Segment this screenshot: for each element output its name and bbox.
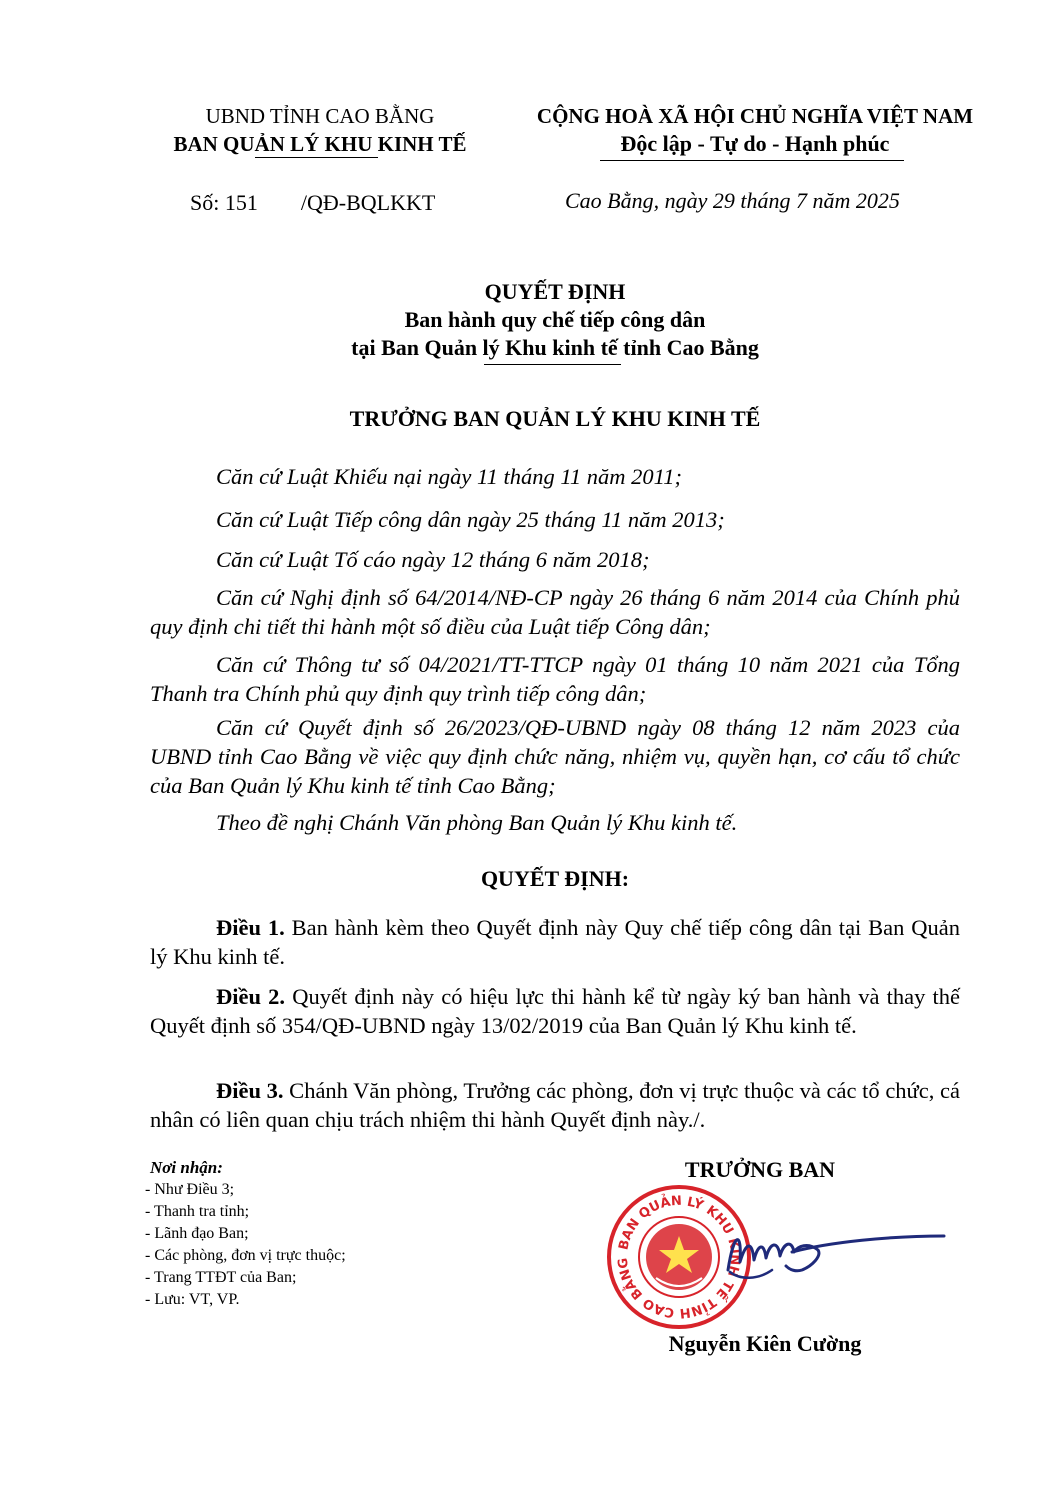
- recipient-item: - Thanh tra tỉnh;: [145, 1203, 250, 1220]
- basis-5: Căn cứ Thông tư số 04/2021/TT-TTCP ngày 01 tháng 10 năm 2021 của Tổng Thanh tra Chính phủ quy định quy trình tiếp công dân;: [150, 652, 960, 706]
- parent-agency: UBND TỈNH CAO BẰNG: [205, 104, 435, 128]
- handwritten-signature: [700, 1212, 960, 1292]
- recipient-item: - Lưu: VT, VP.: [145, 1291, 240, 1308]
- recipient-item: - Lãnh đạo Ban;: [145, 1225, 249, 1242]
- article-2-text: Quyết định này có hiệu lực thi hành kể từ ngày ký ban hành và thay thế Quyết định số 354/QĐ-UBND ngày 13/02/2019 của Ban Quản lý Khu kinh tế.: [150, 984, 961, 1038]
- decide-heading: QUYẾT ĐỊNH:: [480, 866, 630, 891]
- basis-7: Theo đề nghị Chánh Văn phòng Ban Quản lý Khu kinh tế.: [216, 810, 738, 835]
- article-2: [150, 982, 960, 1040]
- national-title: CỘNG HOÀ XÃ HỘI CHỦ NGHĨA VIỆT NAM: [536, 104, 974, 128]
- recipient-item: - Như Điều 3;: [145, 1181, 235, 1198]
- article-3-label: Điều 3.: [216, 1078, 284, 1103]
- place-date: Cao Bằng, ngày 29 tháng 7 năm 2025: [565, 188, 900, 213]
- decision-subtitle-1: Ban hành quy chế tiếp công dân: [404, 307, 706, 332]
- basis-1: Căn cứ Luật Khiếu nại ngày 11 tháng 11 năm 2011;: [216, 464, 682, 489]
- basis-4: Căn cứ Nghị định số 64/2014/NĐ-CP ngày 26 tháng 6 năm 2014 của Chính phủ quy định chi tiết thi hành một số điều của Luật tiếp Công dân;: [150, 585, 960, 639]
- doc-number-prefix: Số: 151: [190, 190, 258, 215]
- basis-3: Căn cứ Luật Tố cáo ngày 12 tháng 6 năm 2018;: [216, 547, 650, 572]
- decision-subtitle-2: tại Ban Quản lý Khu kinh tế tỉnh Cao Bằng: [351, 335, 759, 360]
- recipient-item: - Các phòng, đơn vị trực thuộc;: [145, 1247, 346, 1264]
- article-2-label: Điều 2.: [216, 984, 286, 1009]
- signer-name: Nguyễn Kiên Cường: [668, 1331, 862, 1356]
- issuing-agency: BAN QUẢN LÝ KHU KINH TẾ: [173, 132, 467, 156]
- recipients-heading: Nơi nhận:: [150, 1158, 223, 1177]
- article-3: [150, 1076, 960, 1134]
- agency-block: [140, 102, 500, 158]
- seal-text: BAN QUẢN LÝ KHU KINH TẾ TỈNH CAO BẰNG: [615, 1193, 743, 1321]
- recipients-block: [145, 1157, 346, 1311]
- title-block: [150, 278, 960, 362]
- title-underline: [484, 364, 621, 365]
- national-motto: Độc lập - Tự do - Hạnh phúc: [620, 131, 890, 156]
- article-1-label: Điều 1.: [216, 915, 285, 940]
- authority-heading: TRƯỞNG BAN QUẢN LÝ KHU KINH TẾ: [349, 406, 761, 431]
- signer-title: TRƯỞNG BAN: [684, 1157, 836, 1182]
- agency-underline: [255, 157, 378, 158]
- article-1-text: Ban hành kèm theo Quyết định này Quy chế tiếp công dân tại Ban Quản lý Khu kinh tế.: [150, 915, 961, 969]
- motto-underline: [600, 160, 904, 161]
- doc-number-suffix: /QĐ-BQLKKT: [300, 190, 436, 215]
- basis-2: Căn cứ Luật Tiếp công dân ngày 25 tháng 11 năm 2013;: [216, 507, 725, 532]
- recipient-item: - Trang TTĐT của Ban;: [145, 1269, 297, 1286]
- article-3-text: Chánh Văn phòng, Trưởng các phòng, đơn vị trực thuộc và các tổ chức, cá nhân có liên quan chịu trách nhiệm thi hành Quyết định này./.: [150, 1078, 960, 1132]
- doc-number: [190, 190, 435, 216]
- basis-6: Căn cứ Quyết định số 26/2023/QĐ-UBND ngày 08 tháng 12 năm 2023 của UBND tỉnh Cao Bằng về việc quy định chức năng, nhiệm vụ, quyền hạn, cơ cấu tổ chức của Ban Quản lý Khu kinh tế tỉnh Cao Bằng;: [150, 715, 960, 798]
- article-1: [150, 913, 960, 971]
- decision-title: QUYẾT ĐỊNH: [484, 279, 626, 304]
- national-motto-block: [505, 102, 1005, 158]
